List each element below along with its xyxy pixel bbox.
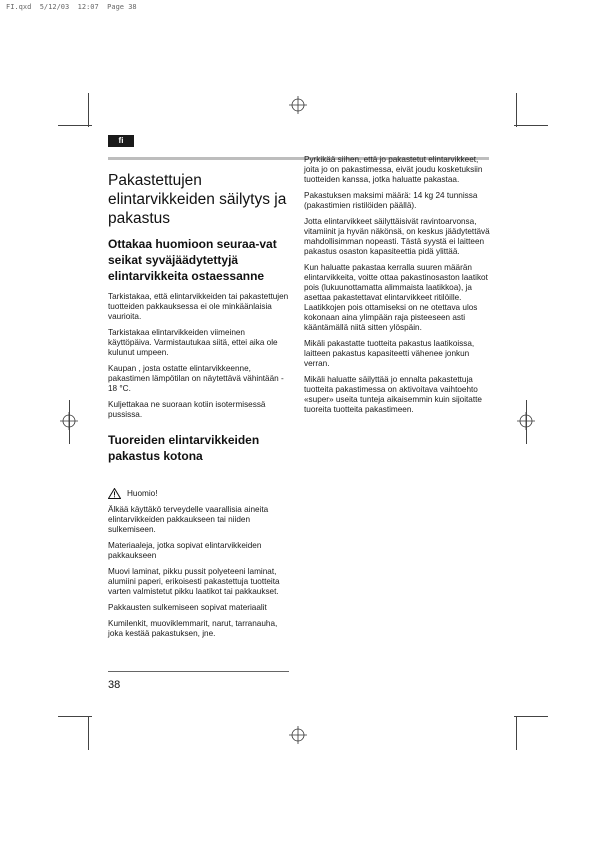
caution-label: Huomio! bbox=[127, 488, 158, 498]
paragraph: Pakastuksen maksimi määrä: 14 kg 24 tunnissa (pakastimien ristilöiden päällä). bbox=[304, 191, 478, 210]
print-slug: FI.qxd 5/12/03 12:07 Page 38 bbox=[6, 3, 137, 11]
paragraph: Mikäli haluatte säilyttää jo ennalta pakastettuja tuotteita pakastimessa on aktivoitava vaihtoehto «super» useita tunteja aikaisemmin kuin sijoitatte tuoreita tuotteita pakastimeen. bbox=[304, 375, 482, 414]
paragraph: Pyrkikää siihen, että jo pakastetut elintarvikkeet, joita jo on pakastimessa, eivät joudu kosketuksiin tuotteiden kanssa, jotka haluatte pakastaa. bbox=[304, 155, 483, 184]
paragraph: Tarkistakaa, että elintarvikkeiden tai pakastettujen tuotteiden pakkauksessa ei ole minkäänlaisia vaurioita. bbox=[108, 292, 289, 321]
crop-mark bbox=[516, 93, 517, 127]
crop-mark bbox=[514, 716, 548, 717]
crop-mark bbox=[88, 716, 89, 750]
left-column bbox=[108, 171, 290, 645]
crop-mark bbox=[88, 93, 89, 127]
section-heading-purchase: Ottakaa huomioon seuraa-vat seikat syväjäädytettyjä elintarvikkeita ostaessanne bbox=[108, 237, 277, 283]
registration-mark-icon bbox=[289, 726, 307, 744]
paragraph: Materiaaleja, jotka sopivat elintarvikkeiden pakkaukseen bbox=[108, 541, 262, 560]
paragraph: Muovi laminat, pikku pussit polyeteeni laminat, alumiini paperi, erikoisesti pakastettuja tuotteita varten valmistetut pikku laatikot tai pakkaukset. bbox=[108, 567, 280, 596]
warning-triangle-icon bbox=[108, 488, 121, 499]
paragraph: Mikäli pakastatte tuotteita pakastus laatikoissa, laitteen pakastus kapasiteetti vähenee jonkun verran. bbox=[304, 339, 475, 368]
crop-mark bbox=[526, 400, 527, 444]
caution-note bbox=[108, 488, 290, 499]
crop-mark bbox=[69, 400, 70, 444]
paragraph: Kun haluatte pakastaa kerralla suuren määrän elintarvikkeita, voitte ottaa pakastinosaston laatikot pois (lukuunottamatta alimmaista laatikkoa), ja asettaa pakastettavat elintarvikkeet ritilöille. Laatikkojen pois ottamiseksi on ne otettava ulos kokonaan aina ylimpään raja pisteeseen asti kääntämällä niitä sitten ylöspäin. bbox=[304, 263, 488, 332]
crop-mark bbox=[514, 125, 548, 126]
right-column bbox=[304, 155, 490, 421]
page-title: Pakastettujen elintarvikkeiden säilytys ja pakastus bbox=[108, 172, 287, 227]
footer-rule bbox=[108, 671, 289, 672]
crop-mark bbox=[58, 716, 92, 717]
paragraph: Kumilenkit, muoviklemmarit, narut, tarranauha, joka kestää pakastuksen, jne. bbox=[108, 619, 278, 638]
registration-mark-icon bbox=[289, 96, 307, 114]
paragraph: Tarkistakaa elintarvikkeiden viimeinen käyttöpäiva. Varmistautukaa siitä, ettei aika ole kulunut umpeen. bbox=[108, 328, 278, 357]
paragraph: Jotta elintarvikkeet säilyttäisivät ravintoarvonsa, vitamiinit ja hyvän näkönsä, on keskus jäädytettävä mahdollisimman nopeasti. Tästä syystä ei laitteen pakastus osaston kapasiteettia pidä ylittää. bbox=[304, 217, 490, 256]
language-tag: fi bbox=[108, 135, 134, 147]
paragraph: Kuljettakaa ne suoraan kotiin isotermisessä pussissa. bbox=[108, 400, 266, 419]
crop-mark bbox=[516, 716, 517, 750]
paragraph: Pakkausten sulkemiseen sopivat materiaalit bbox=[108, 603, 267, 612]
paragraph: Älkää käyttäkö terveydelle vaarallisia aineita elintarvikkeiden pakkaukseen tai niiden sulkemiseen. bbox=[108, 505, 269, 534]
crop-mark bbox=[58, 125, 92, 126]
page-number: 38 bbox=[108, 679, 121, 691]
section-heading-home-freezing: Tuoreiden elintarvikkeiden pakastus kotona bbox=[108, 433, 260, 463]
paragraph: Kaupan , josta ostatte elintarvikkeenne, pakastimen lämpötilan on näytettävä vähintään - 18 °C. bbox=[108, 364, 284, 393]
